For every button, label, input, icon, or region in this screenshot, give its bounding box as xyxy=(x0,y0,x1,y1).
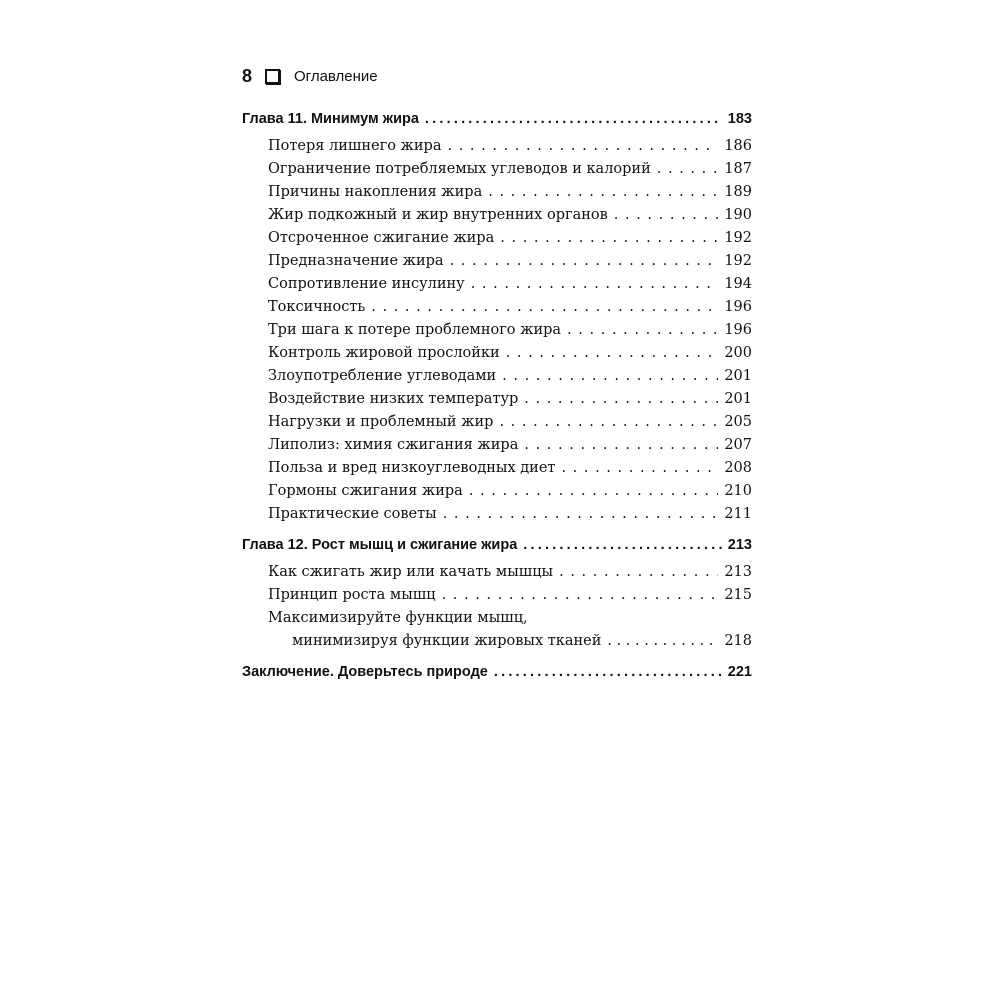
section-title: Ограничение потребляемых углеводов и калорий xyxy=(268,161,651,177)
section-title: Нагрузки и проблемный жир xyxy=(268,414,494,430)
section-entry[interactable] xyxy=(242,503,752,526)
dot-leader xyxy=(523,534,722,557)
dot-leader xyxy=(447,135,718,158)
section-title: Принцип роста мышц xyxy=(268,587,436,603)
section-entry[interactable] xyxy=(242,181,752,204)
dot-leader xyxy=(657,158,719,181)
section-entry[interactable] xyxy=(242,584,752,607)
section-entry[interactable] xyxy=(242,434,752,457)
section-page: 201 xyxy=(724,391,752,407)
dot-leader xyxy=(614,204,719,227)
chapter-title: Глава 11. Минимум жира xyxy=(242,111,419,127)
section-page: 207 xyxy=(724,437,752,453)
chapter-title: Глава 12. Рост мышц и сжигание жира xyxy=(242,537,518,553)
dot-leader xyxy=(469,480,718,503)
section-page: 201 xyxy=(724,368,752,384)
section-title: Злоупотребление углеводами xyxy=(268,368,497,384)
section-title: Токсичность xyxy=(268,299,366,315)
section-page: 189 xyxy=(724,184,752,200)
section-entry[interactable] xyxy=(242,342,752,365)
section-page: 208 xyxy=(724,460,752,476)
section-page: 200 xyxy=(724,345,752,361)
dot-leader xyxy=(559,561,718,584)
section-entry[interactable] xyxy=(242,204,752,227)
section-entry[interactable] xyxy=(242,227,752,250)
section-page: 211 xyxy=(724,506,752,522)
section-title: Сопротивление инсулину xyxy=(268,276,465,292)
dot-leader xyxy=(567,319,718,342)
section-entry[interactable] xyxy=(242,365,752,388)
dot-leader xyxy=(471,273,719,296)
section-entry-multiline[interactable] xyxy=(242,607,752,653)
section-page: 187 xyxy=(724,161,752,177)
chapter-entry[interactable] xyxy=(242,534,752,557)
dot-leader xyxy=(607,630,718,653)
dot-leader xyxy=(502,365,718,388)
dot-leader xyxy=(425,108,722,131)
section-entry[interactable] xyxy=(242,388,752,411)
section-title: Отсроченное сжигание жира xyxy=(268,230,495,246)
chapter-entry[interactable] xyxy=(242,661,752,684)
section-title: Потеря лишнего жира xyxy=(268,138,442,154)
dot-leader xyxy=(450,250,719,273)
section-title: Три шага к потере проблемного жира xyxy=(268,322,562,338)
chapter-title: Заключение. Доверьтесь природе xyxy=(242,664,488,680)
section-entry[interactable] xyxy=(242,480,752,503)
section-title: Предназначение жира xyxy=(268,253,444,269)
chapter-page: 213 xyxy=(727,537,752,553)
dot-leader xyxy=(506,342,719,365)
dot-leader xyxy=(499,411,718,434)
section-entry[interactable] xyxy=(242,296,752,319)
section-page: 196 xyxy=(724,322,752,338)
dot-leader xyxy=(443,503,719,526)
section-title-line2: минимизируя функции жировых тканей xyxy=(292,633,602,649)
dot-leader xyxy=(494,661,722,684)
section-title: Практические советы xyxy=(268,506,437,522)
section-title: Польза и вред низкоуглеводных диет xyxy=(268,460,556,476)
section-page: 186 xyxy=(724,138,752,154)
dot-leader xyxy=(561,457,718,480)
section-page: 194 xyxy=(724,276,752,292)
chapter-page: 183 xyxy=(727,111,752,127)
table-of-contents xyxy=(242,108,752,684)
section-entry[interactable] xyxy=(242,273,752,296)
section-page: 210 xyxy=(724,483,752,499)
chapter-entry[interactable] xyxy=(242,108,752,131)
section-entry[interactable] xyxy=(242,319,752,342)
section-title: Гормоны сжигания жира xyxy=(268,483,463,499)
section-title: Контроль жировой прослойки xyxy=(268,345,500,361)
dot-leader xyxy=(442,584,719,607)
section-title: Воздействие низких температур xyxy=(268,391,519,407)
section-title: Липолиз: химия сжигания жира xyxy=(268,437,519,453)
section-entry[interactable] xyxy=(242,457,752,480)
section-entry[interactable] xyxy=(242,411,752,434)
section-page: 190 xyxy=(724,207,752,223)
dot-leader xyxy=(500,227,718,250)
section-page: 192 xyxy=(724,230,752,246)
section-title: Причины накопления жира xyxy=(268,184,483,200)
section-page: 192 xyxy=(724,253,752,269)
running-head xyxy=(242,64,378,88)
page-number: 8 xyxy=(242,65,253,86)
section-title-line1: Максимизируйте функции мышц, xyxy=(268,610,528,626)
section-entry[interactable] xyxy=(242,561,752,584)
section-entry[interactable] xyxy=(242,135,752,158)
dot-leader xyxy=(524,434,718,457)
dot-leader xyxy=(488,181,718,204)
section-page: 213 xyxy=(724,564,752,580)
section-page: 205 xyxy=(724,414,752,430)
section-title: Жир подкожный и жир внутренних органов xyxy=(268,207,608,223)
dot-leader xyxy=(524,388,718,411)
section-entry[interactable] xyxy=(242,158,752,181)
dot-leader xyxy=(371,296,718,319)
square-bullet-icon xyxy=(265,69,280,84)
section-entry[interactable] xyxy=(242,250,752,273)
section-page: 215 xyxy=(724,587,752,603)
section-page: 196 xyxy=(724,299,752,315)
running-title: Оглавление xyxy=(294,67,378,85)
chapter-page: 221 xyxy=(727,664,752,680)
section-title: Как сжигать жир или качать мышцы xyxy=(268,564,554,580)
section-page: 218 xyxy=(724,633,752,649)
